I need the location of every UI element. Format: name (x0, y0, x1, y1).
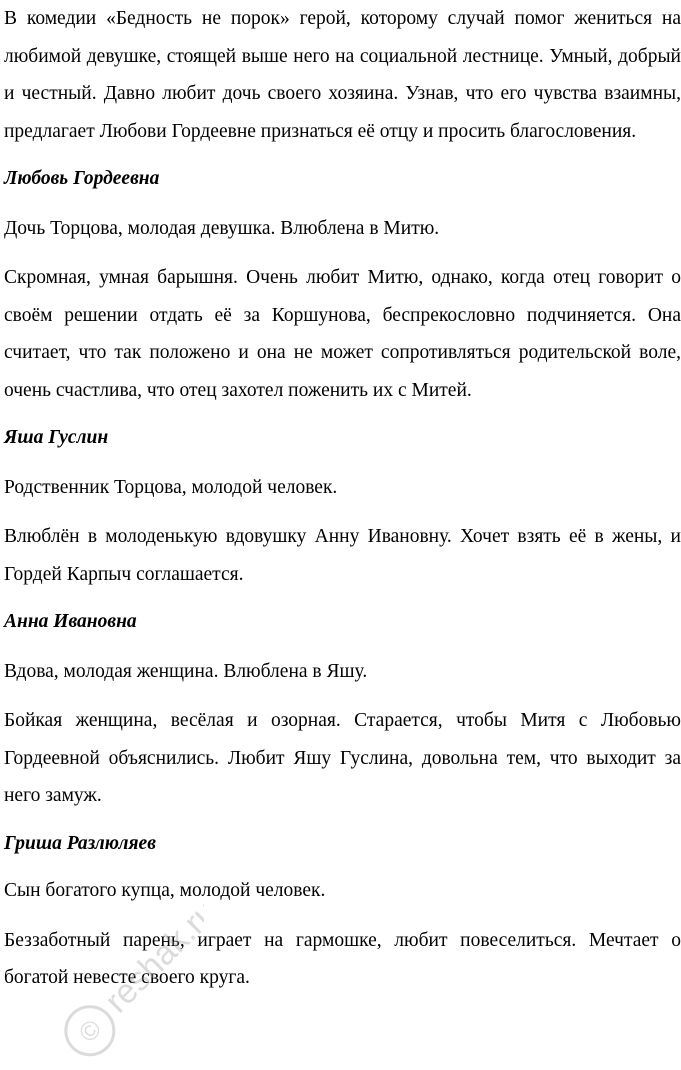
watermark-symbol: © (72, 1013, 108, 1049)
watermark-text: reshak.ru (97, 893, 204, 1021)
heading-grisha-razlyulyaev: Гриша Разлюляев (4, 832, 156, 854)
paragraph-lyubov-detail: Скромная, умная барышня. Очень любит Митю, однако, когда отец говорит о своём решении отдать её за Коршунова, беспрекословно подчиняется. Она считает, что так положено и она не может сопротивляться родительской воле, очень счастлива, что отец захотел поженить их с Митей. (4, 267, 681, 401)
paragraph-yasha-detail: Влюблён в молоденькую вдовушку Анну Ивановну. Хочет взять её в жены, и Гордей Карпыч соглашается. (4, 526, 681, 585)
document-body (4, 0, 681, 997)
paragraph-anna-summary: Вдова, молодая женщина. Влюблена в Яшу. (4, 660, 368, 682)
heading-yasha-guslin: Яша Гуслин (4, 427, 109, 448)
heading-anna-ivanovna: Анна Ивановна (4, 611, 137, 632)
heading-lyubov-gordeevna: Любовь Гордеевна (4, 168, 160, 189)
paragraph-grisha-detail: Беззаботный парень, играет на гармошке, любит повеселиться. Мечтает о богатой невесте своего круга. (4, 929, 681, 988)
paragraph-anna-detail: Бойкая женщина, весёлая и озорная. Старается, чтобы Митя с Любовью Гордеевной объяснились. Любит Яшу Гуслина, довольна тем, что выходит за него замуж. (4, 710, 681, 806)
paragraph-grisha-summary: Сын богатого купца, молодой человек. (4, 880, 326, 901)
copyright-icon (56, 997, 124, 1065)
paragraph-intro: В комедии «Бедность не порок» герой, которому случай помог жениться на любимой девушке, стоящей выше него на социальной лестнице. Умный, добрый и честный. Давно любит дочь своего хозяина. Узнав, что его чувства взаимны, предлагает Любови Гордеевне признаться её отцу и просить благословения. (4, 8, 681, 142)
paragraph-yasha-summary: Родственник Торцова, молодой человек. (4, 476, 338, 498)
paragraph-lyubov-summary: Дочь Торцова, молодая девушка. Влюблена в Митю. (4, 217, 440, 239)
